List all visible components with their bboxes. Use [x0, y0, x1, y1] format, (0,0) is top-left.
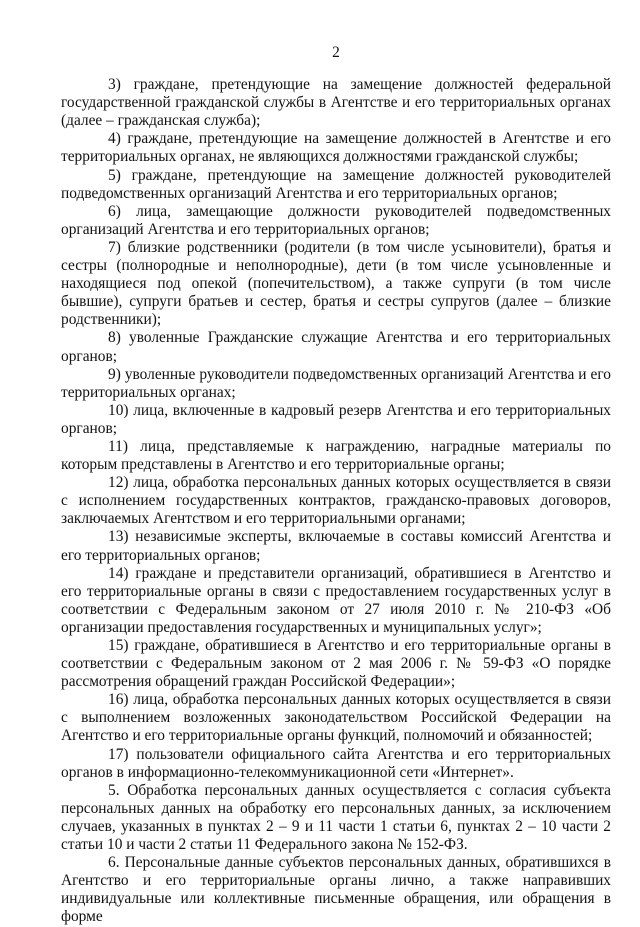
paragraph-item-6: 6) лица, замещающие должности руководителей подведомственных организаций Агентства и его территориальных органов; [61, 202, 611, 238]
paragraph-item-13: 13) независимые эксперты, включаемые в составы комиссий Агентства и его территориальных органов; [61, 528, 611, 564]
paragraph-item-12: 12) лица, обработка персональных данных которых осуществляется в связи с исполнением государственных контрактов, гражданско-правовых договоров, заключаемых Агентством и его территориальными органами; [61, 474, 611, 528]
paragraph-item-11: 11) лица, представляемые к награждению, наградные материалы по которым представлены в Агентство и его территориальные органы; [61, 437, 611, 474]
paragraph-item-14: 14) граждане и представители организаций, обратившиеся в Агентство и его территориальные органы в связи с предоставлением государственных услуг в соответствии с Федеральным законом от 27 июля 2010 г. № 210-ФЗ «Об организации предоставления государственных и муниципальных услуг»; [61, 564, 611, 636]
paragraph-item-9: 9) уволенные руководители подведомственных организаций Агентства и его территориальных органах; [61, 365, 611, 401]
paragraph-item-15: 15) граждане, обратившиеся в Агентство и его территориальные органы в соответствии с Федеральным законом от 2 мая 2006 г. № 59-ФЗ «О порядке рассмотрения обращений граждан Российской Федерации»; [61, 637, 611, 691]
paragraph-item-5: 5) граждане, претендующие на замещение должностей руководителей подведомственных организаций Агентства и его территориальных органов; [61, 166, 611, 202]
paragraph-section-5: 5. Обработка персональных данных осуществляется с согласия субъекта персональных данных на обработку его персональных данных, за исключением случаев, указанных в пунктах 2 – 9 и 11 части 1 статьи 6, пунктах 2 – 10 части 2 статьи 10 и части 2 статьи 11 Федерального закона № 152-ФЗ. [61, 781, 611, 854]
paragraph-item-8: 8) уволенные Гражданские служащие Агентства и его территориальных органов; [61, 329, 611, 365]
paragraph-item-3: 3) граждане, претендующие на замещение должностей федеральной государственной гражданской службы в Агентстве и его территориальных органах (далее – гражданская служба); [61, 76, 611, 130]
document-body [61, 76, 611, 926]
paragraph-item-7: 7) близкие родственники (родители (в том числе усыновители), братья и сестры (полнородные и неполнородные), дети (в том числе усыновленные и находящиеся под опекой (попечительством), а также супруги (в том числе бывшие), супруги братьев и сестер, братья и сестры супругов (далее – близкие родственники); [61, 238, 611, 329]
paragraph-item-16: 16) лица, обработка персональных данных которых осуществляется в связи с выполнением возложенных законодательством Российской Федерации на Агентство и его территориальные органы функций, полномочий и обязанностей; [61, 691, 611, 745]
paragraph-section-6: 6. Персональные данные субъектов персональных данных, обратившихся в Агентство и его территориальные органы лично, а также направивших индивидуальные или коллективные письменные обращения, или обращения в форме [61, 854, 611, 926]
page-number: 2 [332, 44, 340, 61]
paragraph-item-10: 10) лица, включенные в кадровый резерв Агентства и его территориальных органов; [61, 401, 611, 437]
paragraph-item-4: 4) граждане, претендующие на замещение должностей в Агентстве и его территориальных органах, не являющихся должностями гражданской службы; [61, 130, 611, 166]
paragraph-item-17: 17) пользователи официального сайта Агентства и его территориальных органов в информационно-телекоммуникационной сети «Интернет». [61, 745, 611, 781]
